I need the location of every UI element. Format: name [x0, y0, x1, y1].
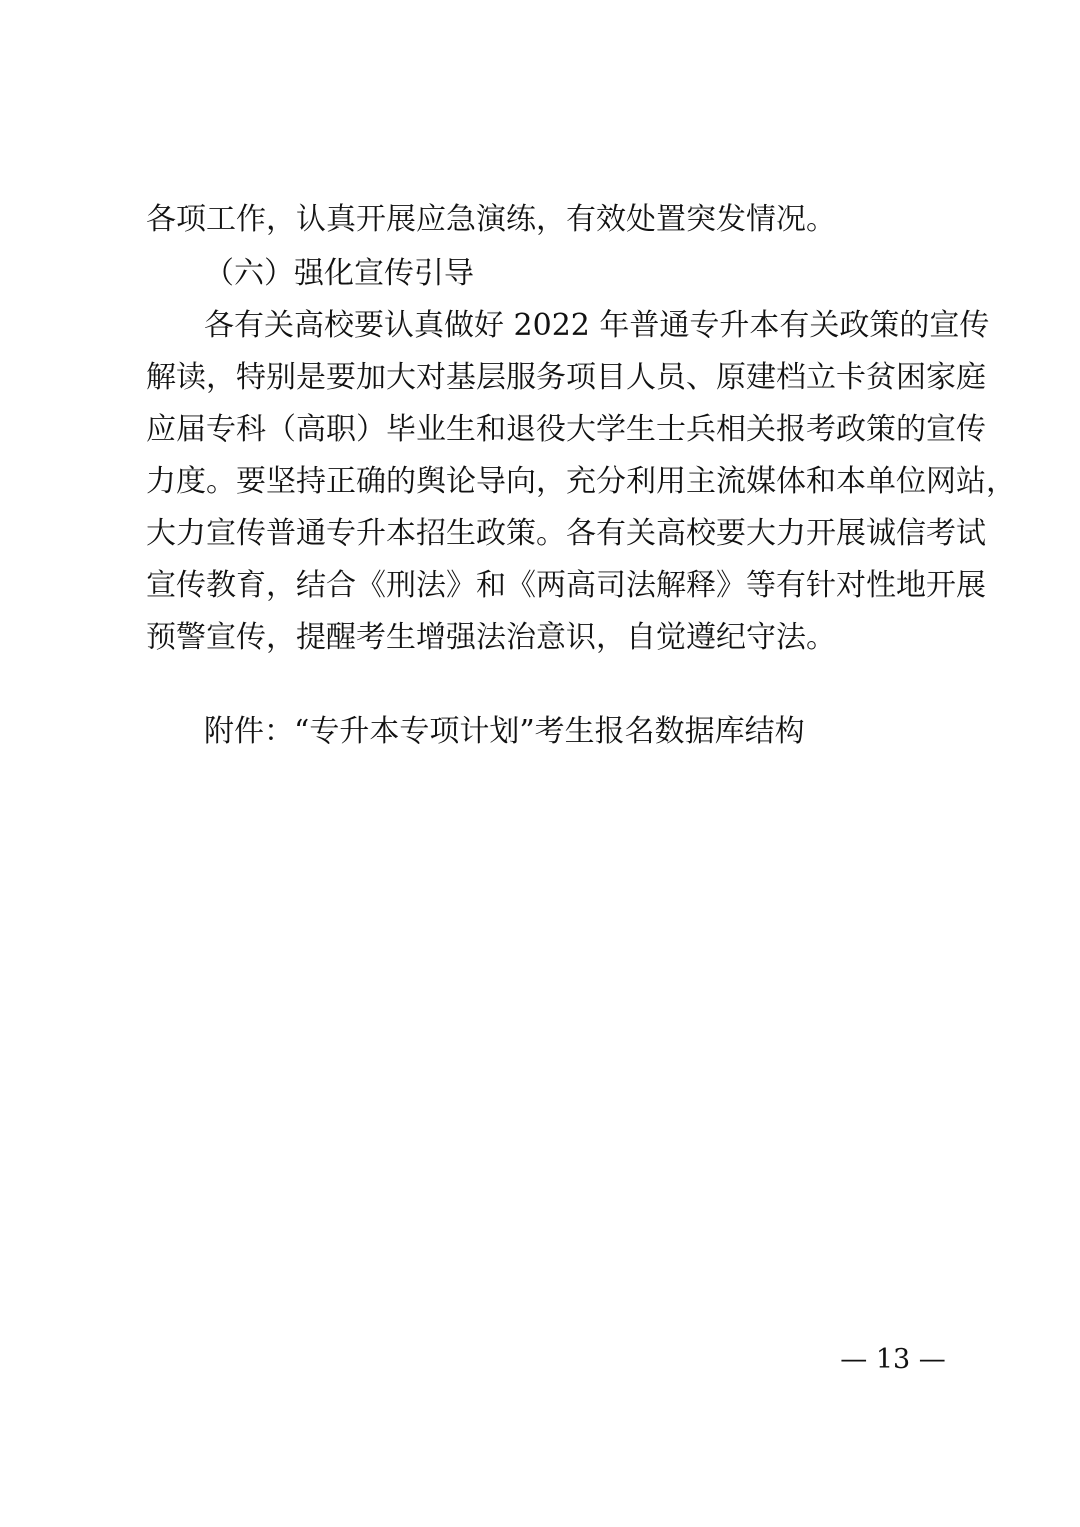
paragraph-line: 力度。要坚持正确的舆论导向，充分利用主流媒体和本单位网站，: [146, 464, 1016, 499]
paragraph-line: 各有关高校要认真做好 2022 年普通专升本有关政策的宣传: [204, 308, 990, 343]
page-number: — 13 —: [840, 1344, 946, 1375]
continuation-text: 各项工作，认真开展应急演练，有效处置突发情况。: [146, 202, 836, 237]
paragraph-line: 解读，特别是要加大对基层服务项目人员、原建档立卡贫困家庭: [146, 360, 986, 395]
paragraph-line: 应届专科（高职）毕业生和退役大学生士兵相关报考政策的宣传: [146, 412, 986, 447]
paragraph-line: 预警宣传，提醒考生增强法治意识，自觉遵纪守法。: [146, 620, 836, 655]
paragraph-line: 大力宣传普通专升本招生政策。各有关高校要大力开展诚信考试: [146, 516, 986, 551]
section-heading: （六）强化宣传引导: [204, 256, 474, 291]
paragraph-line: 宣传教育，结合《刑法》和《两高司法解释》等有针对性地开展: [146, 568, 986, 603]
attachment-line: 附件：“专升本专项计划”考生报名数据库结构: [204, 714, 805, 749]
